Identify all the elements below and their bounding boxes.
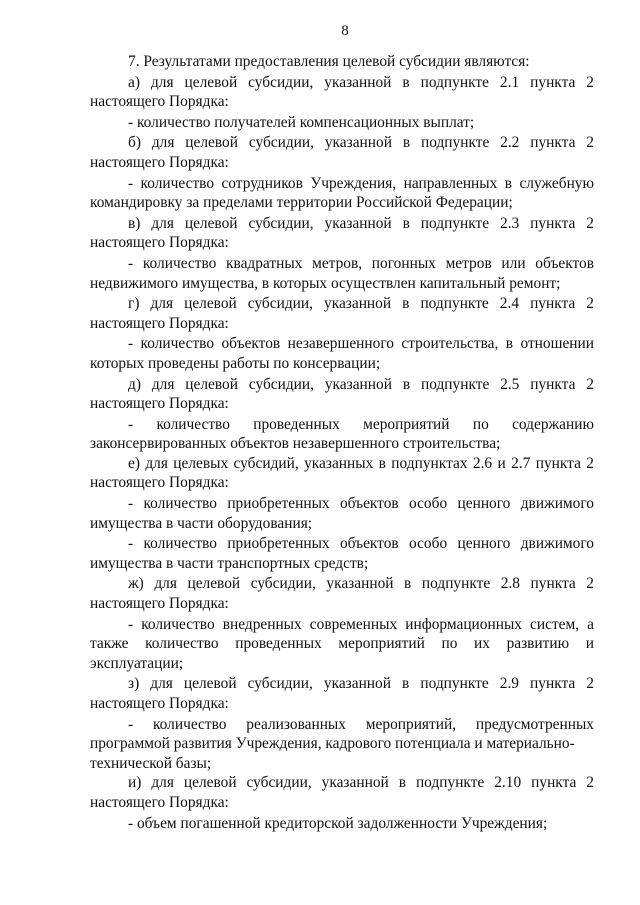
paragraph: - количество получателей компенсационных выплат; <box>128 113 475 131</box>
word: реализованных <box>246 715 346 733</box>
paragraph: в) для целевой субсидии, указанной в подпункте 2.3 пункта 2 настоящего Порядка: <box>90 214 594 252</box>
word: мероприятий <box>363 415 450 433</box>
paragraph-continuation: законсервированных объектов незавершенного строительства; <box>90 435 501 453</box>
paragraph: - количество приобретенных объектов особо ценного движимого имущества в части транспортных средств; <box>90 535 594 572</box>
word: количество <box>156 415 230 433</box>
paragraph-spread-line <box>90 715 594 735</box>
paragraph: д) для целевой субсидии, указанной в подпункте 2.5 пункта 2 настоящего Порядка: <box>90 375 594 413</box>
word: проведенных <box>253 415 340 433</box>
word: мероприятий, <box>365 715 457 733</box>
paragraph-spread-line <box>90 415 594 435</box>
document-page <box>90 22 594 834</box>
paragraph: а) для целевой субсидии, указанной в подпункте 2.1 пункта 2 настоящего Порядка: <box>90 73 594 111</box>
page-number: 8 <box>341 23 349 39</box>
paragraph: - количество приобретенных объектов особо ценного движимого имущества в части оборудования; <box>90 495 594 532</box>
paragraph: б) для целевой субсидии, указанной в подпункте 2.2 пункта 2 настоящего Порядка: <box>90 134 594 171</box>
paragraph: 7. Результатами предоставления целевой субсидии являются: <box>128 53 530 70</box>
word: - <box>128 415 134 433</box>
word: предусмотренных <box>475 715 594 733</box>
word: - <box>128 715 134 733</box>
paragraph: ж) для целевой субсидии, указанной в подпункте 2.8 пункта 2 настоящего Порядка: <box>90 575 594 613</box>
paragraph: - объем погашенной кредиторской задолженности Учреждения; <box>128 814 548 832</box>
word: по <box>472 415 489 433</box>
paragraph: е) для целевых субсидий, указанных в подпунктах 2.6 и 2.7 пункта 2 настоящего Порядка: <box>90 454 594 492</box>
paragraph: - количество внедренных современных информационных систем, а также количество проведенных мероприятий по их развитию и эксплуатации; <box>90 615 594 672</box>
paragraph: - количество объектов незавершенного строительства, в отношении которых проведены работы по консервации; <box>90 335 594 372</box>
paragraph: г) для целевой субсидии, указанной в подпункте 2.4 пункта 2 настоящего Порядка: <box>90 295 594 332</box>
word: содержанию <box>512 415 594 433</box>
word: количество <box>152 715 227 733</box>
paragraph: - количество квадратных метров, погонных метров или объектов недвижимого имущества, в которых осуществлен капитальный ремонт; <box>90 254 594 292</box>
paragraph: з) для целевой субсидии, указанной в подпункте 2.9 пункта 2 настоящего Порядка: <box>90 675 594 712</box>
paragraph: - количество сотрудников Учреждения, направленных в служебную командировку за пределами территории Российской Федерации; <box>90 174 594 212</box>
document-body <box>90 52 594 833</box>
paragraph-continuation: программой развития Учреждения, кадрового потенциала и материально-технической базы; <box>90 735 575 772</box>
paragraph: и) для целевой субсидии, указанной в подпункте 2.10 пункта 2 настоящего Порядка: <box>90 774 594 811</box>
